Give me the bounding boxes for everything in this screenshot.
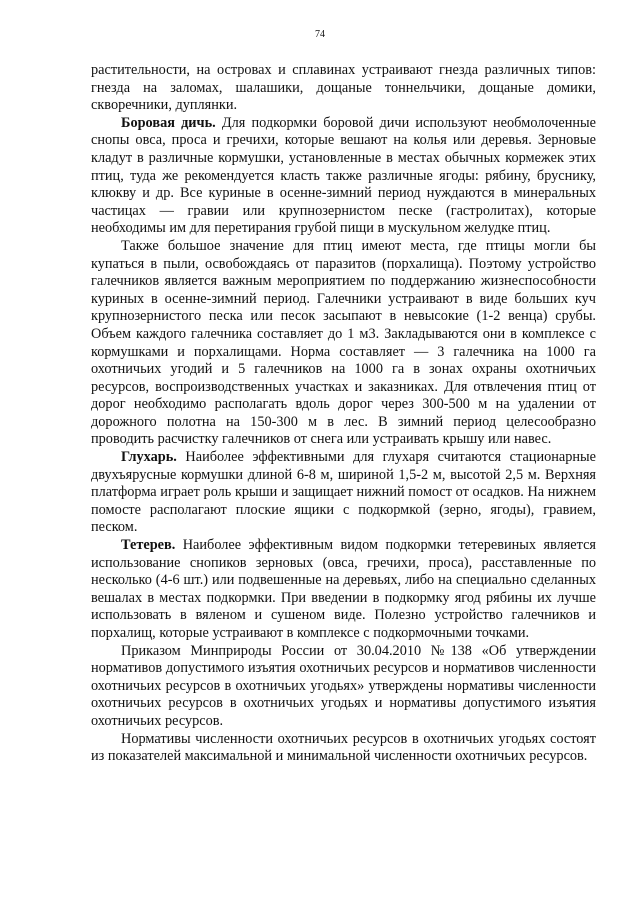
paragraph-1 [91,62,596,115]
paragraph-2 [91,115,596,238]
paragraph-2-lead: Боровая дичь. [121,114,216,131]
paragraph-5-lead: Тетерев. [121,537,176,554]
paragraph-3-text: Также большое значение для птиц имеют места, где птицы могли бы купаться в пыли, освобождаясь от паразитов (порхалища). Поэтому устройство галечников является важным мероприятием по поддержанию жизнеспособности куриных в осенне-зимний период. Галечники устраивают в виде больших куч крупнозернистого песка или песок засыпают в невысокие (1-2 венца) срубы. Объем каждого галечника составляет до 1 м3. Закладываются они в комплексе с кормушками и порхалищами. Норма составляет — 3 галечника на 1000 га охотничьих угодий и 5 галечников на 1000 га в зонах охраны охотничьих ресурсов, воспроизводственных участках и заказниках. Для отвлечения птиц от дорог необходимо располагать вдоль дорог через 300-500 м на удалении от дорожного полотна на 150-300 м в лес. В зимний период целесообразно проводить расчистку галечников от снега или устраивать крышу или навес. [91,237,596,448]
page-body [91,62,596,766]
paragraph-5-text: Наиболее эффективным видом подкормки тетеревиных является использование снопиков зерновых (овса, гречихи, проса), расставленные по несколько (4-6 шт.) или подвешенные на деревьях, либо на специально сделанных вешалах в местах подкормки. При введении в подкормку ягод рябины их лучше использовать в вяленом и сушеном виде. Полезно устройство галечников и порхалищ, которые устраивают в комплексе с подкормочными точками. [91,537,596,641]
paragraph-3 [91,238,596,449]
paragraph-7-text: Нормативы численности охотничьих ресурсов в охотничьих угодьях состоят из показателей максимальной и минимальной численности охотничьих ресурсов. [91,730,596,765]
page-number: 74 [315,29,325,40]
paragraph-7 [91,731,596,766]
paragraph-4 [91,449,596,537]
paragraph-4-text: Наиболее эффективными для глухаря считаются стационарные двухъярусные кормушки длиной 6-8 м, шириной 1,5-2 м, высотой 2,5 м. Верхняя платформа играет роль крыши и защищает нижний помост от осадков. На нижнем помосте располагают плоские ящики с подкормкой (зерно, ягоды), гравием, песком. [91,449,596,536]
paragraph-1-text: растительности, на островах и сплавинах устраивают гнезда различных типов: гнезда на заломах, шалашики, дощаные тоннельчики, дощаные домики, скворечники, дуплянки. [91,62,596,114]
paragraph-5 [91,537,596,643]
paragraph-2-text: Для подкормки боровой дичи используют необмолоченные снопы овса, проса и гречихи, которые вешают на колья или деревья. Зерновые кладут в различные кормушки, установленные в местах обычных кормежек этих птиц, туда же рекомендуется класть также различные ягоды: рябину, бруснику, клюкву и др. Все куриные в осенне-зимний период нуждаются в минеральных частицах — гравии или крупнозернистом песке (гастролитах), которые необходимы им для перетирания грубой пищи в мускульном желудке птиц. [91,114,596,237]
paragraph-4-lead: Глухарь. [121,449,177,466]
paragraph-6-text: Приказом Минприроды России от 30.04.2010 №138 «Об утверждении нормативов допустимого изъятия охотничьих ресурсов и нормативов численности охотничьих ресурсов в охотничьих угодьях» утверждены нормативы численности охотничьих ресурсов в охотничьих угодьях и нормативы допустимого изъятия охотничьих ресурсов. [91,642,596,729]
paragraph-6 [91,643,596,731]
